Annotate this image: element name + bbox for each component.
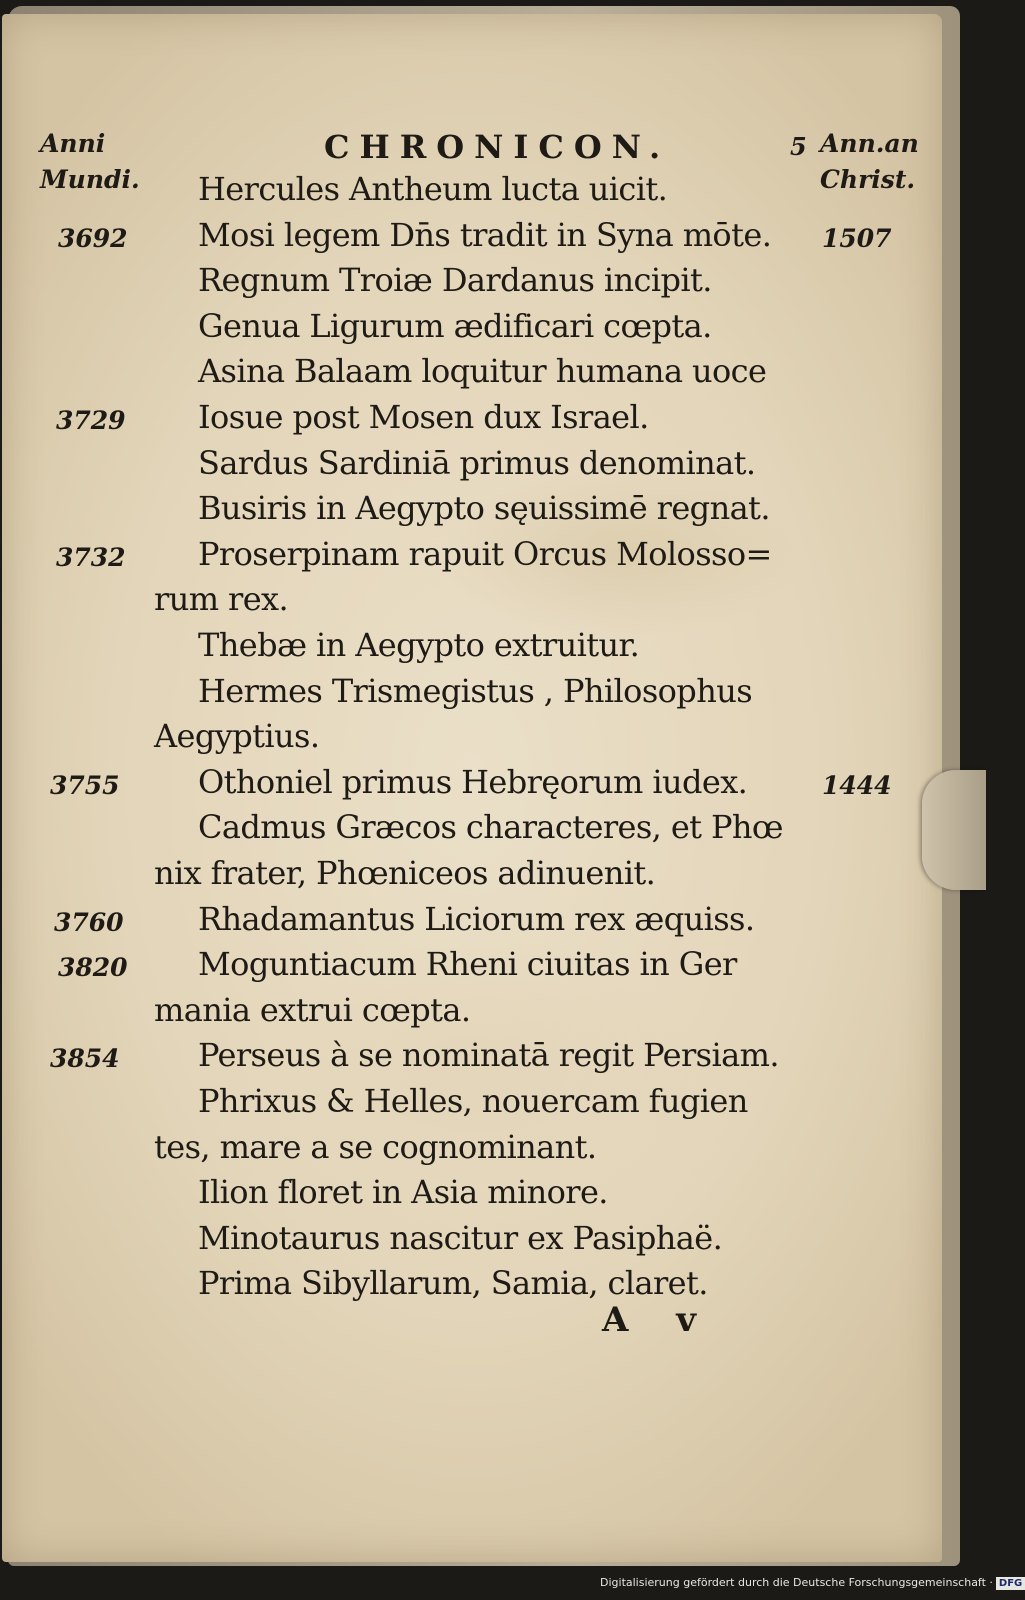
chronicle-line — [2, 854, 942, 900]
header-right-line-2: Christ. — [820, 165, 916, 194]
entry-text: Othoniel primus Hebręorum iudex. — [198, 762, 748, 801]
entry-text: Cadmus Græcos characteres, et Phœ — [198, 808, 783, 847]
entry-text: Prima Sibyllarum, Samia, claret. — [198, 1264, 708, 1303]
entry-text: tes, mare a se cognominant. — [154, 1127, 597, 1166]
entry-text: Asina Balaam loquitur humana uoce — [198, 352, 767, 391]
anno-christi-year: 1507 — [822, 223, 892, 253]
entry-text: Hercules Antheum lucta uicit. — [198, 170, 668, 208]
credit-text: Digitalisierung gefördert durch die Deutsche Forschungsgemeinschaft · — [600, 1576, 993, 1589]
chronicle-line — [2, 672, 942, 718]
chronicle-line — [2, 307, 942, 353]
chronicle-line — [2, 1219, 942, 1265]
header-left-line-1: Anni — [40, 129, 106, 158]
entry-text: Regnum Troiæ Dardanus incipit. — [198, 261, 712, 300]
entry-text: Proserpinam rapuit Orcus Molosso= — [198, 534, 772, 573]
chronicle-line — [2, 352, 942, 398]
anno-mundi-year: 3854 — [50, 1044, 120, 1074]
chronicle-line — [2, 444, 942, 490]
chronicle-line — [2, 261, 942, 307]
chronicle-line — [2, 489, 942, 535]
chronicle-line — [2, 991, 942, 1037]
chronicle-line — [2, 808, 942, 854]
entry-text: Moguntiacum Rheni ciuitas in Ger — [198, 945, 737, 984]
page-tab-marker — [922, 770, 986, 890]
entry-text: nix frater, Phœniceos adinuenit. — [154, 854, 656, 892]
anno-mundi-year: 3755 — [50, 770, 120, 800]
chronicle-line — [2, 216, 942, 262]
entry-text: Rhadamantus Liciorum rex æquiss. — [198, 899, 755, 938]
entry-text: Perseus à se nominatā regit Persiam. — [198, 1036, 779, 1075]
header-left-line-2: Mundi. — [40, 165, 140, 194]
chronicle-line — [2, 1264, 942, 1310]
chronicle-line — [2, 398, 942, 444]
anno-mundi-year: 3760 — [54, 907, 124, 937]
entry-text: Phrixus & Helles, nouercam fugien — [198, 1082, 748, 1120]
entry-text: Busiris in Aegypto sęuissimē regnat. — [198, 489, 770, 528]
chronicle-line — [2, 900, 942, 946]
chronicle-line — [2, 1082, 942, 1128]
entry-text: Aegyptius. — [154, 717, 320, 756]
chronicle-line — [2, 580, 942, 626]
entry-text: Hermes Trismegistus , Philosophus — [198, 671, 753, 710]
chronicle-line — [2, 945, 942, 991]
anno-mundi-year: 3732 — [56, 542, 126, 572]
chronicle-line — [2, 1128, 942, 1174]
entry-text: mania extrui cœpta. — [154, 990, 471, 1029]
anno-mundi-year: 3820 — [58, 953, 128, 983]
entry-text: Thebæ in Aegypto extruitur. — [198, 626, 640, 664]
entry-text: Ilion floret in Asia minore. — [198, 1173, 608, 1212]
header-right-line-1: Ann.an — [820, 129, 919, 158]
chronicle-line — [2, 626, 942, 672]
entry-text: rum rex. — [154, 580, 289, 619]
entry-text: Iosue post Mosen dux Israel. — [198, 398, 649, 436]
entry-text: Sardus Sardiniā primus denominat. — [198, 443, 756, 482]
chronicle-line — [2, 535, 942, 581]
chronicle-line — [2, 1173, 942, 1219]
entry-text: Genua Ligurum ædificari cœpta. — [198, 306, 712, 345]
chronicle-line — [2, 763, 942, 809]
anno-christi-year: 1444 — [822, 770, 892, 800]
page-mark: 5 — [790, 132, 807, 161]
entry-text: Minotaurus nascitur ex Pasiphaë. — [198, 1218, 723, 1257]
anno-mundi-year: 3729 — [56, 406, 126, 435]
entry-text: Mosi legem Dn̄s tradit in Syna mōte. — [198, 215, 772, 254]
chronicle-line — [2, 717, 942, 763]
book-page — [2, 14, 942, 1562]
running-title: CHRONICON. — [324, 128, 671, 166]
chronicle-line — [2, 170, 942, 216]
anno-mundi-year: 3692 — [58, 223, 128, 253]
digitization-credit — [600, 1576, 1025, 1590]
chronicle-line — [2, 1036, 942, 1082]
dfg-logo: DFG — [996, 1577, 1025, 1590]
signature-mark: A v — [602, 1300, 714, 1340]
